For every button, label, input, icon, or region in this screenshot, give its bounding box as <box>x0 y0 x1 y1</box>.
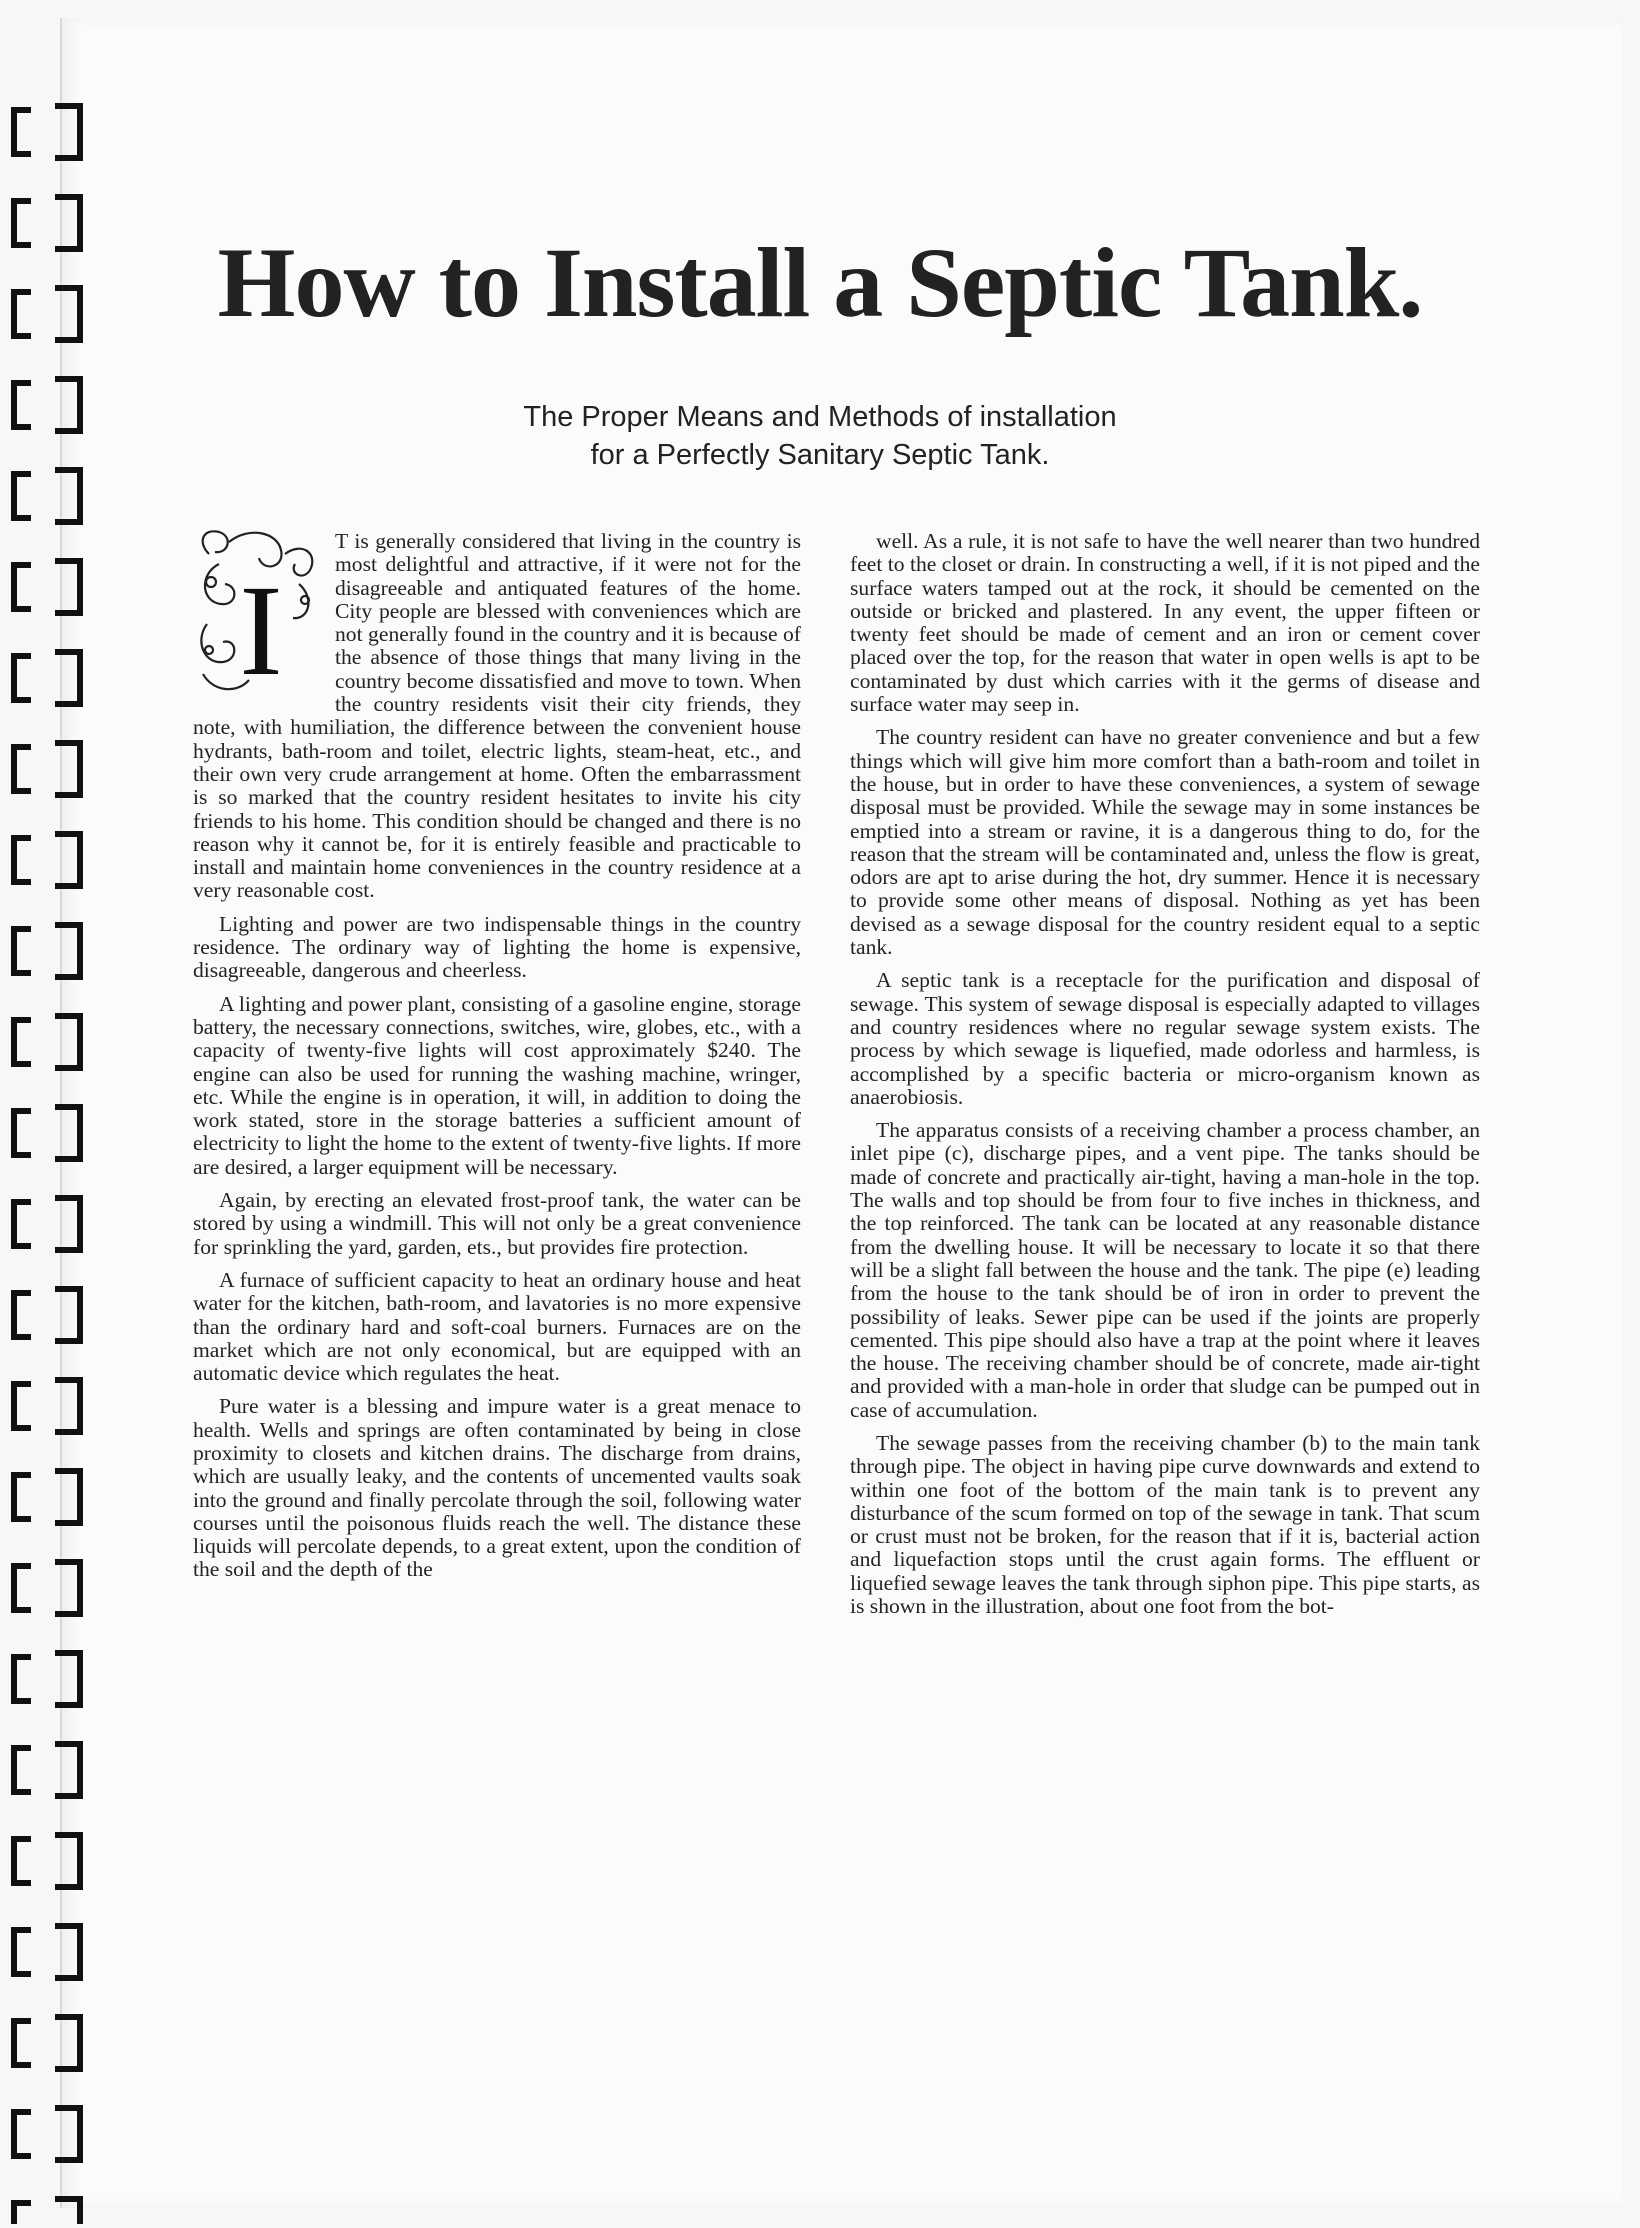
binding-ring <box>14 1016 80 1068</box>
right-column <box>850 530 1480 1628</box>
binding-ring <box>14 561 80 613</box>
binding-ring <box>14 1835 80 1887</box>
binding-ring <box>14 1471 80 1523</box>
right-column-paragraph: well. As a rule, it is not safe to have the well nearer than two hundred feet to the closet or drain. In constructing a well, if it is not piped and the surface waters tamped out at the rock, it should be cemented on the outside or bricked and plastered. In any event, the upper fifteen or twenty feet should be made of cement and an iron or cement cover placed over the top, for the reason that water in open wells is apt to be contaminated by dust which carries with it the germs of disease and surface water may seep in. <box>850 529 1480 717</box>
article-subtitle <box>0 398 1640 474</box>
subtitle-line-1: The Proper Means and Methods of installation <box>523 401 1117 433</box>
left-column-paragraph: A lighting and power plant, consisting of a gasoline engine, storage battery, the necessary connections, switches, wire, globes, etc., with a capacity of twenty-five lights will cost approximately $240. The engine can also be used for running the washing machine, wringer, etc. While the engine is in operation, it will, in addition to doing the work stated, store in the storage batteries a sufficient amount of electricity to light the home to the extent of twenty-five lights. If more are desired, a larger equipment will be necessary. <box>193 991 801 1179</box>
binding-ring <box>14 925 80 977</box>
right-column-paragraph: The country resident can have no greater convenience and but a few things which will give him more comfort than a bath-room and toilet in the house, but in order to have these conveniences, a system of sewage disposal must be provided. While the sewage may in some instances be emptied into a stream or ravine, it is a dangerous thing to do, for the reason that the stream will be contaminated and, unless the flow is great, odors are apt to arise during the hot, dry summer. Hence it is necessary to provide some other means of disposal. Nothing as yet has been devised as a sewage disposal for the country resident equal to a septic tank. <box>850 725 1480 960</box>
right-column-paragraph: A septic tank is a receptacle for the purification and disposal of sewage. This system of sewage disposal is especially adapted to villages and country residences where no regular sewage system exists. The process by which sewage is liquefied, made odorless and harmless, is accomplished by a specific bacteria or micro-organism known as anaerobiosis. <box>850 968 1480 1109</box>
binding-ring <box>14 2199 80 2224</box>
binding-ring <box>14 2017 80 2069</box>
binding-ring <box>14 743 80 795</box>
left-column-paragraph: Pure water is a blessing and impure water is a great menace to health. Wells and springs are often contaminated by being in close proximity to closets and kitchen drains. The discharge from drains, which are usually leaky, and the contents of uncemented vaults soak into the ground and finally percolate through the soil, following water courses until the poisonous fluids reach the well. The distance these liquids will percolate depends, to a great extent, upon the condition of the soil and the depth of the <box>193 1394 801 1582</box>
article-title: How to Install a Septic Tank. <box>217 227 1423 338</box>
binding-ring <box>14 1562 80 1614</box>
right-column-paragraph: The sewage passes from the receiving chamber (b) to the main tank through pipe. The object in having pipe curve downwards and extend to within one foot of the bottom of the main tank is to prevent any disturbance of the scum formed on top of the sewage in tank. That scum or crust must not be broken, for the reason that if it is, bacterial action and liquefaction stops until the crust again forms. The effluent or liquefied sewage leaves the tank through siphon pipe. This pipe starts, as is shown in the illustration, about one foot from the bot- <box>850 1430 1480 1619</box>
subtitle-line-2: for a Perfectly Sanitary Septic Tank. <box>590 439 1050 471</box>
binding-ring <box>14 1380 80 1432</box>
left-column-paragraph: Again, by erecting an elevated frost-proof tank, the water can be stored by using a windmill. This will not only be a great convenience for sprinkling the yard, garden, ets., but provides fire protection. <box>193 1188 801 1259</box>
left-column-paragraph: Lighting and power are two indispensable things in the country residence. The ordinary way of lighting the home is expensive, disagreeable, dangerous and cheerless. <box>193 911 801 983</box>
binding-ring <box>14 470 80 522</box>
binding-ring <box>14 1198 80 1250</box>
left-column-paragraph: T is generally considered that living in the country is most delightful and attractive, if it were not for the disagreeable and antiquated features of the home. City people are blessed with conveniences which are not generally found in the country and it is because of the absence of those things that many living in the country become dissatisfied and move to town. When the country residents visit their city friends, they note, with humiliation, the difference between the convenient house hydrants, bath-room and toilet, electric lights, steam-heat, etc., and their own very crude arrangement at home. Often the embarrassment is so marked that the country resident hesitates to invite his city friends to his home. This condition should be changed and there is no reason why it cannot be, for it is entirely feasible and practicable to install and maintain home conveniences in the country residence at a very reasonable cost. <box>193 529 801 903</box>
drop-cap-letter: I <box>239 559 283 696</box>
left-column <box>193 530 801 1592</box>
binding-ring <box>14 1744 80 1796</box>
binding-ring <box>14 1926 80 1978</box>
left-column-paragraph: A furnace of sufficient capacity to heat an ordinary house and heat water for the kitchen, bath-room, and lavatories is no more expensive than the ordinary hard and soft-coal burners. Furnaces are on the market which are not only economical, but are equipped with an automatic device which regulates the heat. <box>193 1267 801 1386</box>
right-column-paragraph: The apparatus consists of a receiving chamber a process chamber, an inlet pipe (c), discharge pipes, and a vent pipe. The tanks should be made of concrete and practically air-tight, having a man-hole in the top. The walls and top should be from four to five inches in thickness, and the top reinforced. The tank can be located at any reasonable distance from the dwelling house. It will be necessary to locate it so that there will be a slight fall between the house and the tank. The pipe (e) leading from the house to the tank should be of iron in order to prevent the possibility of leaks. Sewer pipe can be used if the joints are properly cemented. This pipe should also have a trap at the point where it leaves the house. The receiving chamber should be of concrete, made air-tight and provided with a man-hole in order that sludge can be pumped out in case of accumulation. <box>850 1118 1480 1422</box>
binding-ring <box>14 1107 80 1159</box>
binding-ring <box>14 2108 80 2160</box>
right-column-paragraphs <box>850 530 1480 1618</box>
binding-ring <box>14 1653 80 1705</box>
binding-ring <box>14 834 80 886</box>
binding-ring <box>14 106 80 158</box>
binding-ring <box>14 652 80 704</box>
binding-ring <box>14 1289 80 1341</box>
ornamental-drop-cap-icon <box>189 524 327 696</box>
